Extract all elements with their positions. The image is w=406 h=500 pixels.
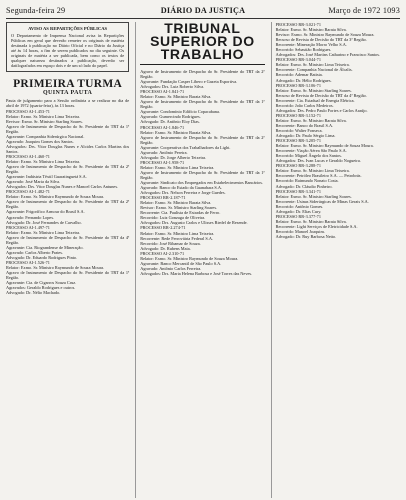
header-title: DIÁRIO DA JUSTIÇA (160, 6, 246, 15)
section-banner: TRIBUNAL SUPERIOR DO TRABALHO (140, 22, 264, 65)
page-header (6, 4, 400, 19)
section-subtitle: QUINTA PAUTA (42, 90, 93, 97)
column-middle-text: Agravo de Instrumento de Despacho do Sr. Presidente do TRT da 2ª Região. Agravante: Fundação Casper Líbero e Gazeta Esportiva. Advogados: Drs. Luiz Roberto Silva. PROCESSO AI-1.841-71 Relator: Exmo. Sr. Ministro Barata Silva. Agravo de Instrumento de Despacho do Sr. Presidente do TRT da 1ª Região. Agravante: Condomínio Edifício Copacabana. Agravado: Gumercindo Rodrigues. Advogado: Dr. Antônio Eloy Dias. PROCESSO AI-1.846-71 Relator: Exmo. Sr. Ministro Barata Silva. Agravo de Instrumento de Despacho do Sr. Presidente do TRT da 2ª Região. Agravante: Cooperativa dos Trabalhadores da Light. Agravado: Antônio Pereira. Advogado: Dr. Jorge Alberto Teixeira. PROCESSO AI-1.958-71 Relator: Exmo. Sr. Ministro Lima Teixeira. Agravo de Instrumento de Despacho do Sr. Presidente do TRT da 1ª Região. Agravante: Sindicato dos Empregados em Estabelecimentos Bancários. Agravado: Banco do Estado da Guanabara S.A. Advogados: Drs. Nelson Ferreira e Jorge Guedes. PROCESSO RR-2.187-71 Relator: Exmo. Sr. Ministro Barata Silva. Revisor: Exmo. Sr. Ministro Starling Soares. Recorrente: Cia. Paulista de Estradas de Ferro. Recorrido: Luiz Gonzaga de Oliveira. Advogados: Drs. Augusto Carlos e Ulisses Riedel de Resende. PROCESSO RR-2.274-71 Relator: Exmo. Sr. Ministro Lima Teixeira. Recorrente: Rede Ferroviária Federal S.A. Recorrido: José Ribamar de Souza. Advogado: Dr. Rubens Maia. PROCESSO AI-2.310-71 Relator: Exmo. Sr. Ministro Raymundo de Souza Moura. Agravante: Banco Mercantil de São Paulo S.A. Agravado: Antônio Carlos Ferreira. Advogados: Drs. Maria Helena Barbosa e José Torres das Neves. (140, 69, 265, 276)
column-right (271, 22, 400, 498)
column-left-text: Pauta de julgamento para a Sessão ordinária a se realizar no dia de abril de 1972 (quarta-feira), às 13 horas. PROCESSO AI-1.453-71 Relator: Exmo. Sr. Ministro Lima Teixeira. Revisor: Exmo. Sr. Ministro Starling Soares. Agravo de Instrumento de Despacho do Sr. Presidente do TRT da 1ª Região. Agravante: Companhia Siderúrgica Nacional. Agravado: Joaquim Gomes dos Santos. Advogados: Drs. Vitor Douglas Nunes e Alcides Carlos Martins dos Santos. PROCESSO AI-1.460-71 Relator: Exmo. Sr. Ministro Lima Teixeira. Agravo de Instrumento de Despacho do Sr. Presidente do TRT da 2ª Região. Agravante: Indústria Têxtil Guaratinguetá S.A. Agravado: José Maria da Silva. Advogados: Drs. Vitor Douglas Nunes e Manoel Carlos Antunes. PROCESSO AI-1.482-71 Relator: Exmo. Sr. Ministro Raymundo de Souza Moura. Agravo de Instrumento de Despacho do Sr. Presidente do TRT da 2ª Região. Agravante: Frigorífico Armour do Brasil S.A. Agravado: Fernando Lopes. Advogado: Dr. José Fernandes de Carvalho. PROCESSO AI-1.497-71 Relator: Exmo. Sr. Ministro Lima Teixeira. Agravo de Instrumento de Despacho do Sr. Presidente do TRT da 4ª Região. Agravante: Cia. Riograndense de Mineração. Agravado: Carlos Alberto Prates. Advogado: Dr. Eduardo Rodrigues Pinto. PROCESSO AI-1.526-71 Relator: Exmo. Sr. Ministro Raymundo de Souza Moura. Agravo de Instrumento de Despacho do Sr. Presidente do TRT da 1ª Região. Agravante: Cia. de Cigarros Souza Cruz. Agravados: Geraldo Rodrigues e outros. Advogado: Dr. Nélio Machado. (6, 98, 130, 296)
notice-title: AVISO AS REPARTIÇÕES PÚBLICAS (28, 26, 108, 31)
notice-box (6, 22, 129, 72)
section-title: PRIMEIRA TURMA (13, 78, 123, 91)
columns (6, 22, 400, 498)
column-right-text: PROCESSO RR-3.021-71 Relator: Exmo. Sr. Ministro Barata Silva. Revisor: Exmo. Sr. Ministro Raymundo de Souza Moura. Recurso de Revista de Decisão do TRT da 3ª Região. Recorrente: Mineração Morro Velho S.A. Recorrido: Sebastião Rodrigues. Advogados: Drs. José Martins Catharino e Francisco Santos. PROCESSO RR-3.044-71 Relator: Exmo. Sr. Ministro Lima Teixeira. Recorrente: Companhia Nacional de Álcalis. Recorrido: Ademar Batista. Advogado: Dr. Hélio Rodrigues. PROCESSO RR-3.106-71 Relator: Exmo. Sr. Ministro Starling Soares. Recurso de Revista de Decisão do TRT da 4ª Região. Recorrente: Cia. Estadual de Energia Elétrica. Recorrido: João Carlos Medeiros. Advogados: Drs. Pedro Paulo Fortes e Carlos Araújo. PROCESSO RR-3.152-71 Relator: Exmo. Sr. Ministro Barata Silva. Recorrente: Banco do Brasil S.A. Recorrido: Walter Fonseca. Advogado: Dr. Paulo Sérgio Lima. PROCESSO RR-3.205-71 Relator: Exmo. Sr. Ministro Raymundo de Souza Moura. Recorrente: Viação Aérea São Paulo S.A. Recorrido: Miguel Ângelo dos Santos. Advogados: Drs. Ivan Lucas e Geraldo Nogueira. PROCESSO RR-3.288-71 Relator: Exmo. Sr. Ministro Lima Teixeira. Recorrente: Petróleo Brasileiro S.A. — Petrobrás. Recorrido: Raimundo Nonato Costa. Advogado: Dr. Cláudio Pinheiro. PROCESSO RR-3.341-71 Relator: Exmo. Sr. Ministro Starling Soares. Recorrente: Usinas Siderúrgicas de Minas Gerais S.A. Recorrido: Antônio Gomes. Advogado: Dr. Elias Cury. PROCESSO RR-3.377-71 Relator: Exmo. Sr. Ministro Barata Silva. Recorrente: Light Serviços de Eletricidade S.A. Recorrido: Manoel Joaquim. Advogado: Dr. Ruy Barbosa Netto. (275, 22, 381, 239)
column-middle (135, 22, 264, 498)
notice-text: O Departamento de Imprensa Nacional avisa às Repartições Públicas em geral que deverão remeter os originais de matéria destinada à publicação no Diário Oficial e no Diário da Justiça até às 14 horas, a fim de serem publicados no dia seguinte. Os originais de matéria a ser publicada, bem como os textos de qualquer natureza destinados a publicação, deverão ser datilografados em espaço dois e de um só lado do papel. (11, 33, 126, 69)
header-date: Segunda-feira 29 (6, 6, 66, 15)
header-issue: Março de 1972 1093 (328, 6, 400, 15)
column-left (6, 22, 129, 498)
